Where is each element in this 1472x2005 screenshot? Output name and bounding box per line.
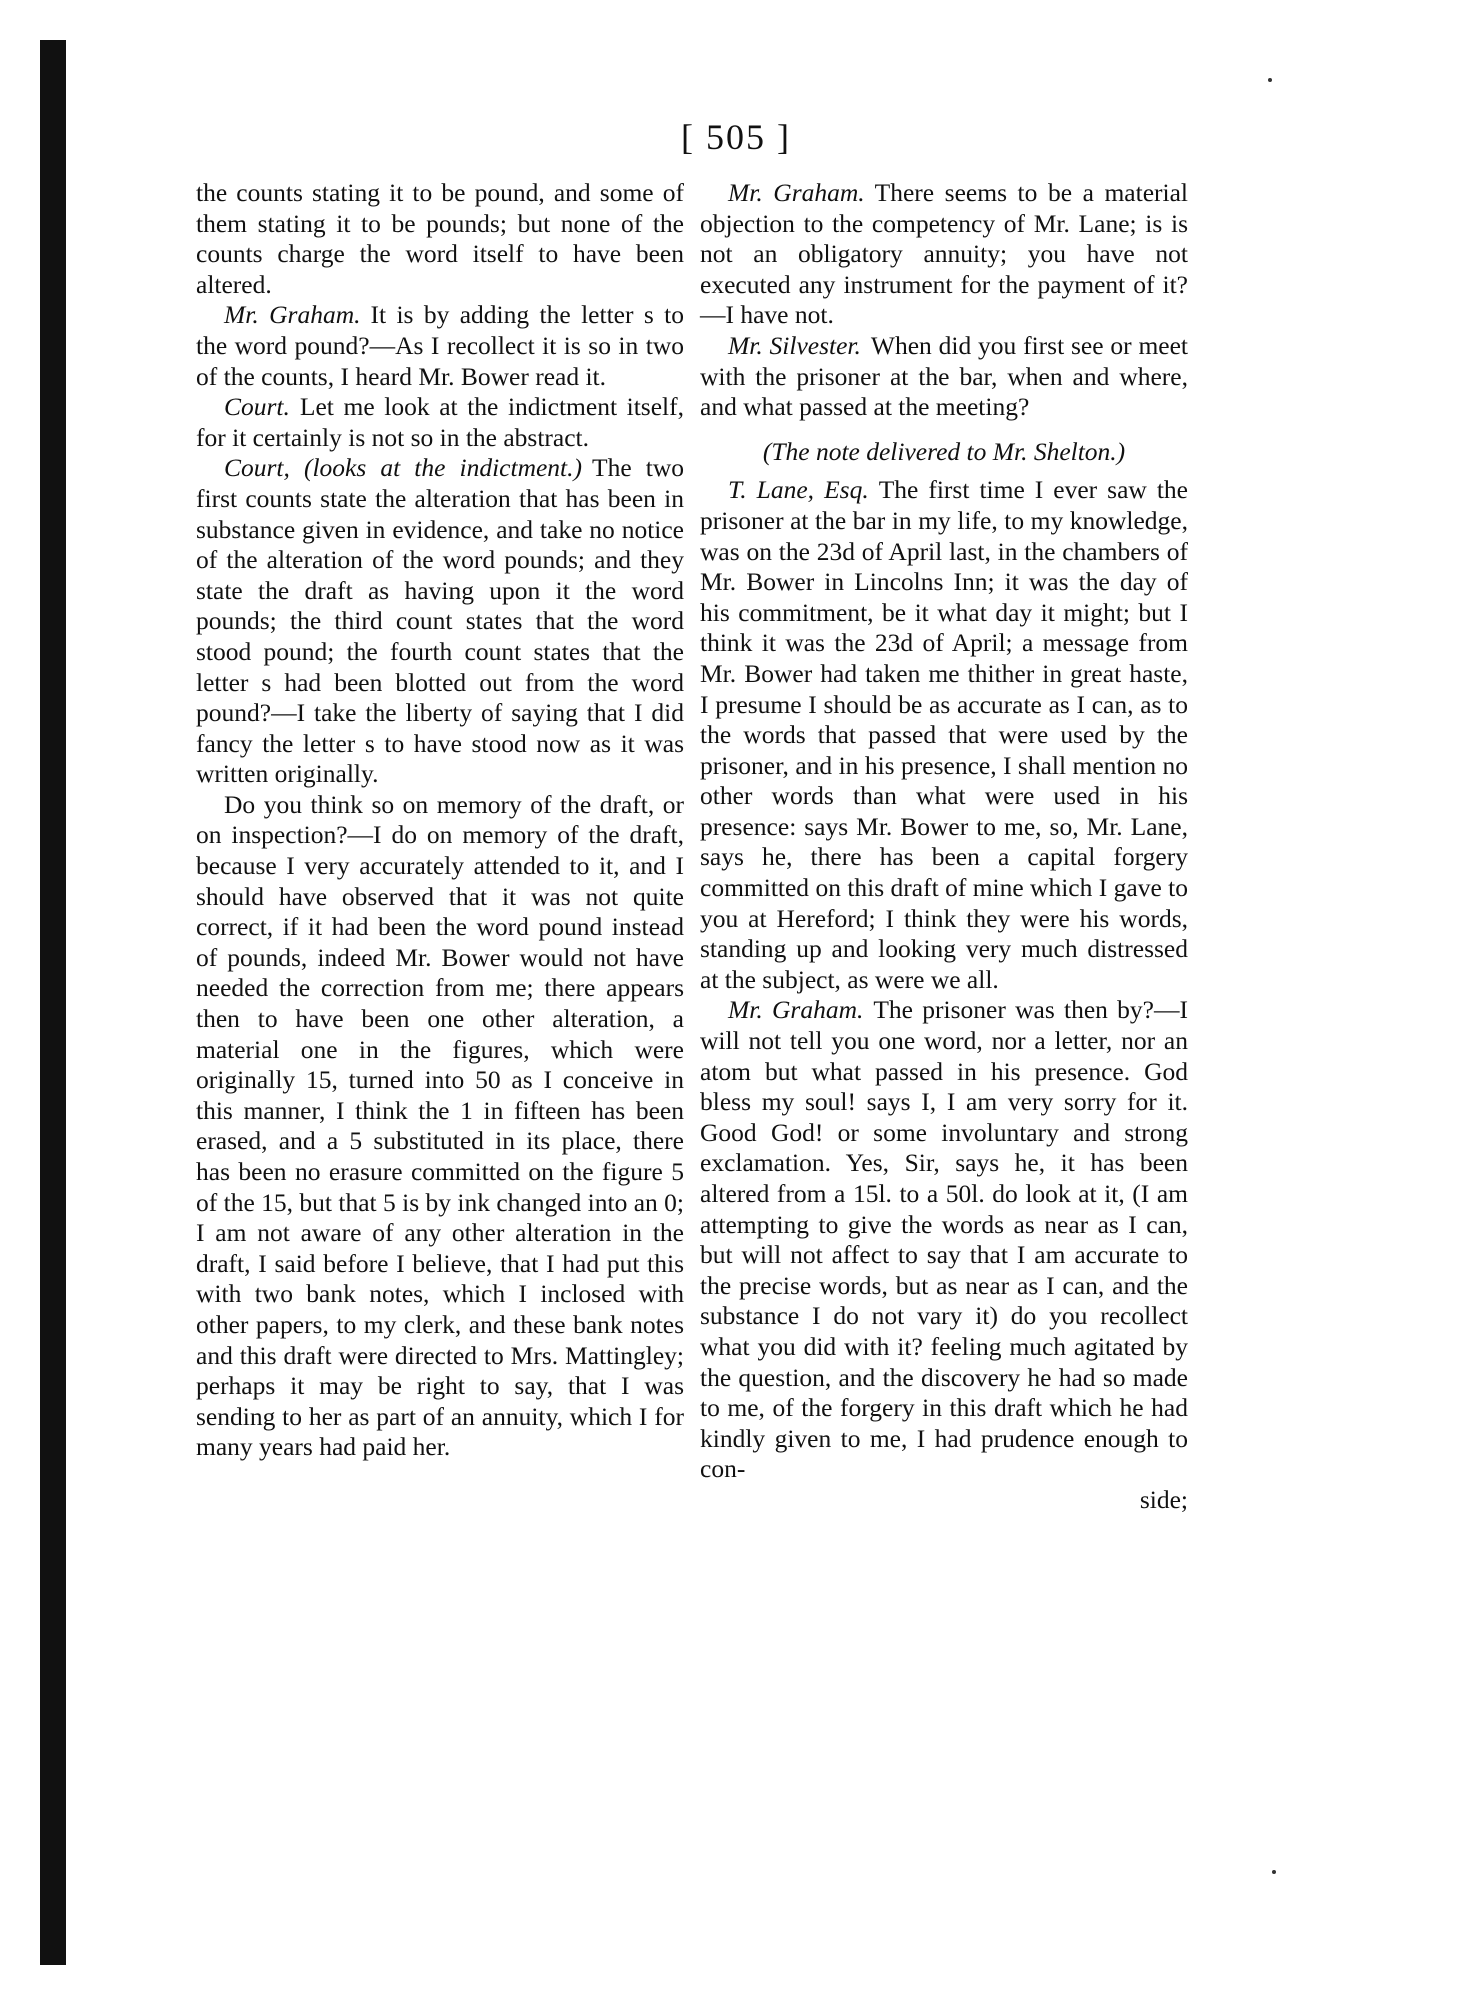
page-binding-edge [40, 40, 66, 1965]
paragraph-text: The first time I ever saw the prisoner at the bar in my life, to my knowledge, was on the 23d of April last, in the chambers of Mr. Bower in Lincolns Inn; it was the day of his commitment, be it what day it might; but I think it was the 23d of April; a message from Mr. Bower had taken me thither in great haste, I presume I should be as accurate as I can, as to the words that passed that were used by the prisoner, and in his presence, I shall mention no other words than what were used in his presence: says Mr. Bower to me, so, Mr. Lane, says he, there has been a capital forgery committed on this draft of mine which I gave to you at Hereford; I think they were his words, standing up and looking very much distressed at the subject, as were we all. [700, 475, 1188, 994]
right-column [700, 178, 1188, 1516]
paragraph-text: Let me look at the indictment itself, for it certainly is not so in the abstract. [196, 392, 684, 452]
paragraph-text: Do you think so on memory of the draft, or on inspection?—I do on memory of the draft, because I very accurately attended to it, and I should have observed that it was not quite correct, if it had been the word pound instead of pounds, indeed Mr. Bower would not have needed the correction from me; there appears then to have been one other alteration, a material one in the figures, which were originally 15, turned into 50 as I conceive in this manner, I think the 1 in fifteen has been erased, and a 5 substituted in its place, there has been no erasure committed on the figure 5 of the 15, but that 5 is by ink changed into an 0; I am not aware of any other alteration in the draft, I said before I believe, that I had put this with two bank notes, which I inclosed with other papers, to my clerk, and these bank notes and this draft were directed to Mrs. Mattingley; perhaps it may be right to say, that I was sending to her as part of an annuity, which I for many years had paid her. [196, 789, 684, 1462]
paragraph-text: The prisoner was then by?—I will not tell you one word, nor a letter, nor an atom but what passed in his presence. God bless my soul! says I, I am very sorry for it. Good God! or some involuntary and strong exclamation. Yes, Sir, says he, it has been altered from a 15l. to a 50l. do look at it, (I am attempting to give the words as near as I can, but will not affect to say that I am accurate to the precise words, but as near as I can, and the substance I do not vary it) do you recollect what you did with it? feeling much agitated by the question, and the discovery he had so made to me, of the forgery in this draft which he had kindly given to me, I had prudence enough to con- [700, 995, 1188, 1484]
speaker-label: Court. [224, 392, 290, 422]
speck-mark [1272, 1870, 1276, 1874]
paragraph-text: When did you first see or meet with the prisoner at the bar, when and where, and what passed at the meeting? [700, 330, 1189, 422]
paragraph [196, 790, 684, 1463]
paragraph-text: It is by adding the letter s to the word pound?—As I recollect it is so in two of the counts, I heard Mr. Bower read it. [196, 300, 684, 391]
speaker-label: Mr. Graham. [224, 300, 361, 330]
paragraph [700, 178, 1188, 331]
paragraph-text: There seems to be a material objection to the competency of Mr. Lane; is is not an obligatory annuity; you have not executed any instrument for the payment of it?—I have not. [700, 178, 1188, 330]
speaker-label: Mr. Graham. [728, 995, 864, 1025]
speaker-label: Mr. Silvester. [728, 330, 861, 360]
speck-mark [1268, 78, 1272, 82]
paragraph [196, 453, 684, 790]
left-column [196, 178, 684, 1463]
stage-note: (The note delivered to Mr. Shelton.) [762, 436, 1126, 466]
paragraph [196, 300, 684, 392]
speaker-label: T. Lane, Esq. [728, 475, 869, 505]
paragraph-text: the counts stating it to be pound, and some of them stating it to be pounds; but none of the counts charge the word itself to have been altered. [196, 178, 684, 299]
paragraph [700, 995, 1188, 1485]
paragraph-text: The two first counts state the alteration that has been in substance given in evidence, and take no notice of the alteration of the word pounds; and they state the draft as having upon it the word pounds; the third count states that the word stood pound; the fourth count states that the letter s had been blotted out from the word pound?—I take the liberty of saying that I did fancy the letter s to have stood now as it was written originally. [196, 453, 684, 789]
paragraph [196, 392, 684, 453]
speaker-label: Court, (looks at the indictment.) [224, 453, 583, 483]
paragraph [700, 331, 1188, 423]
speaker-label: Mr. Graham. [728, 178, 865, 207]
catchword: side; [1139, 1484, 1188, 1514]
paragraph [196, 178, 684, 300]
page-number: [ 505 ] [681, 117, 791, 157]
paragraph [700, 475, 1188, 995]
